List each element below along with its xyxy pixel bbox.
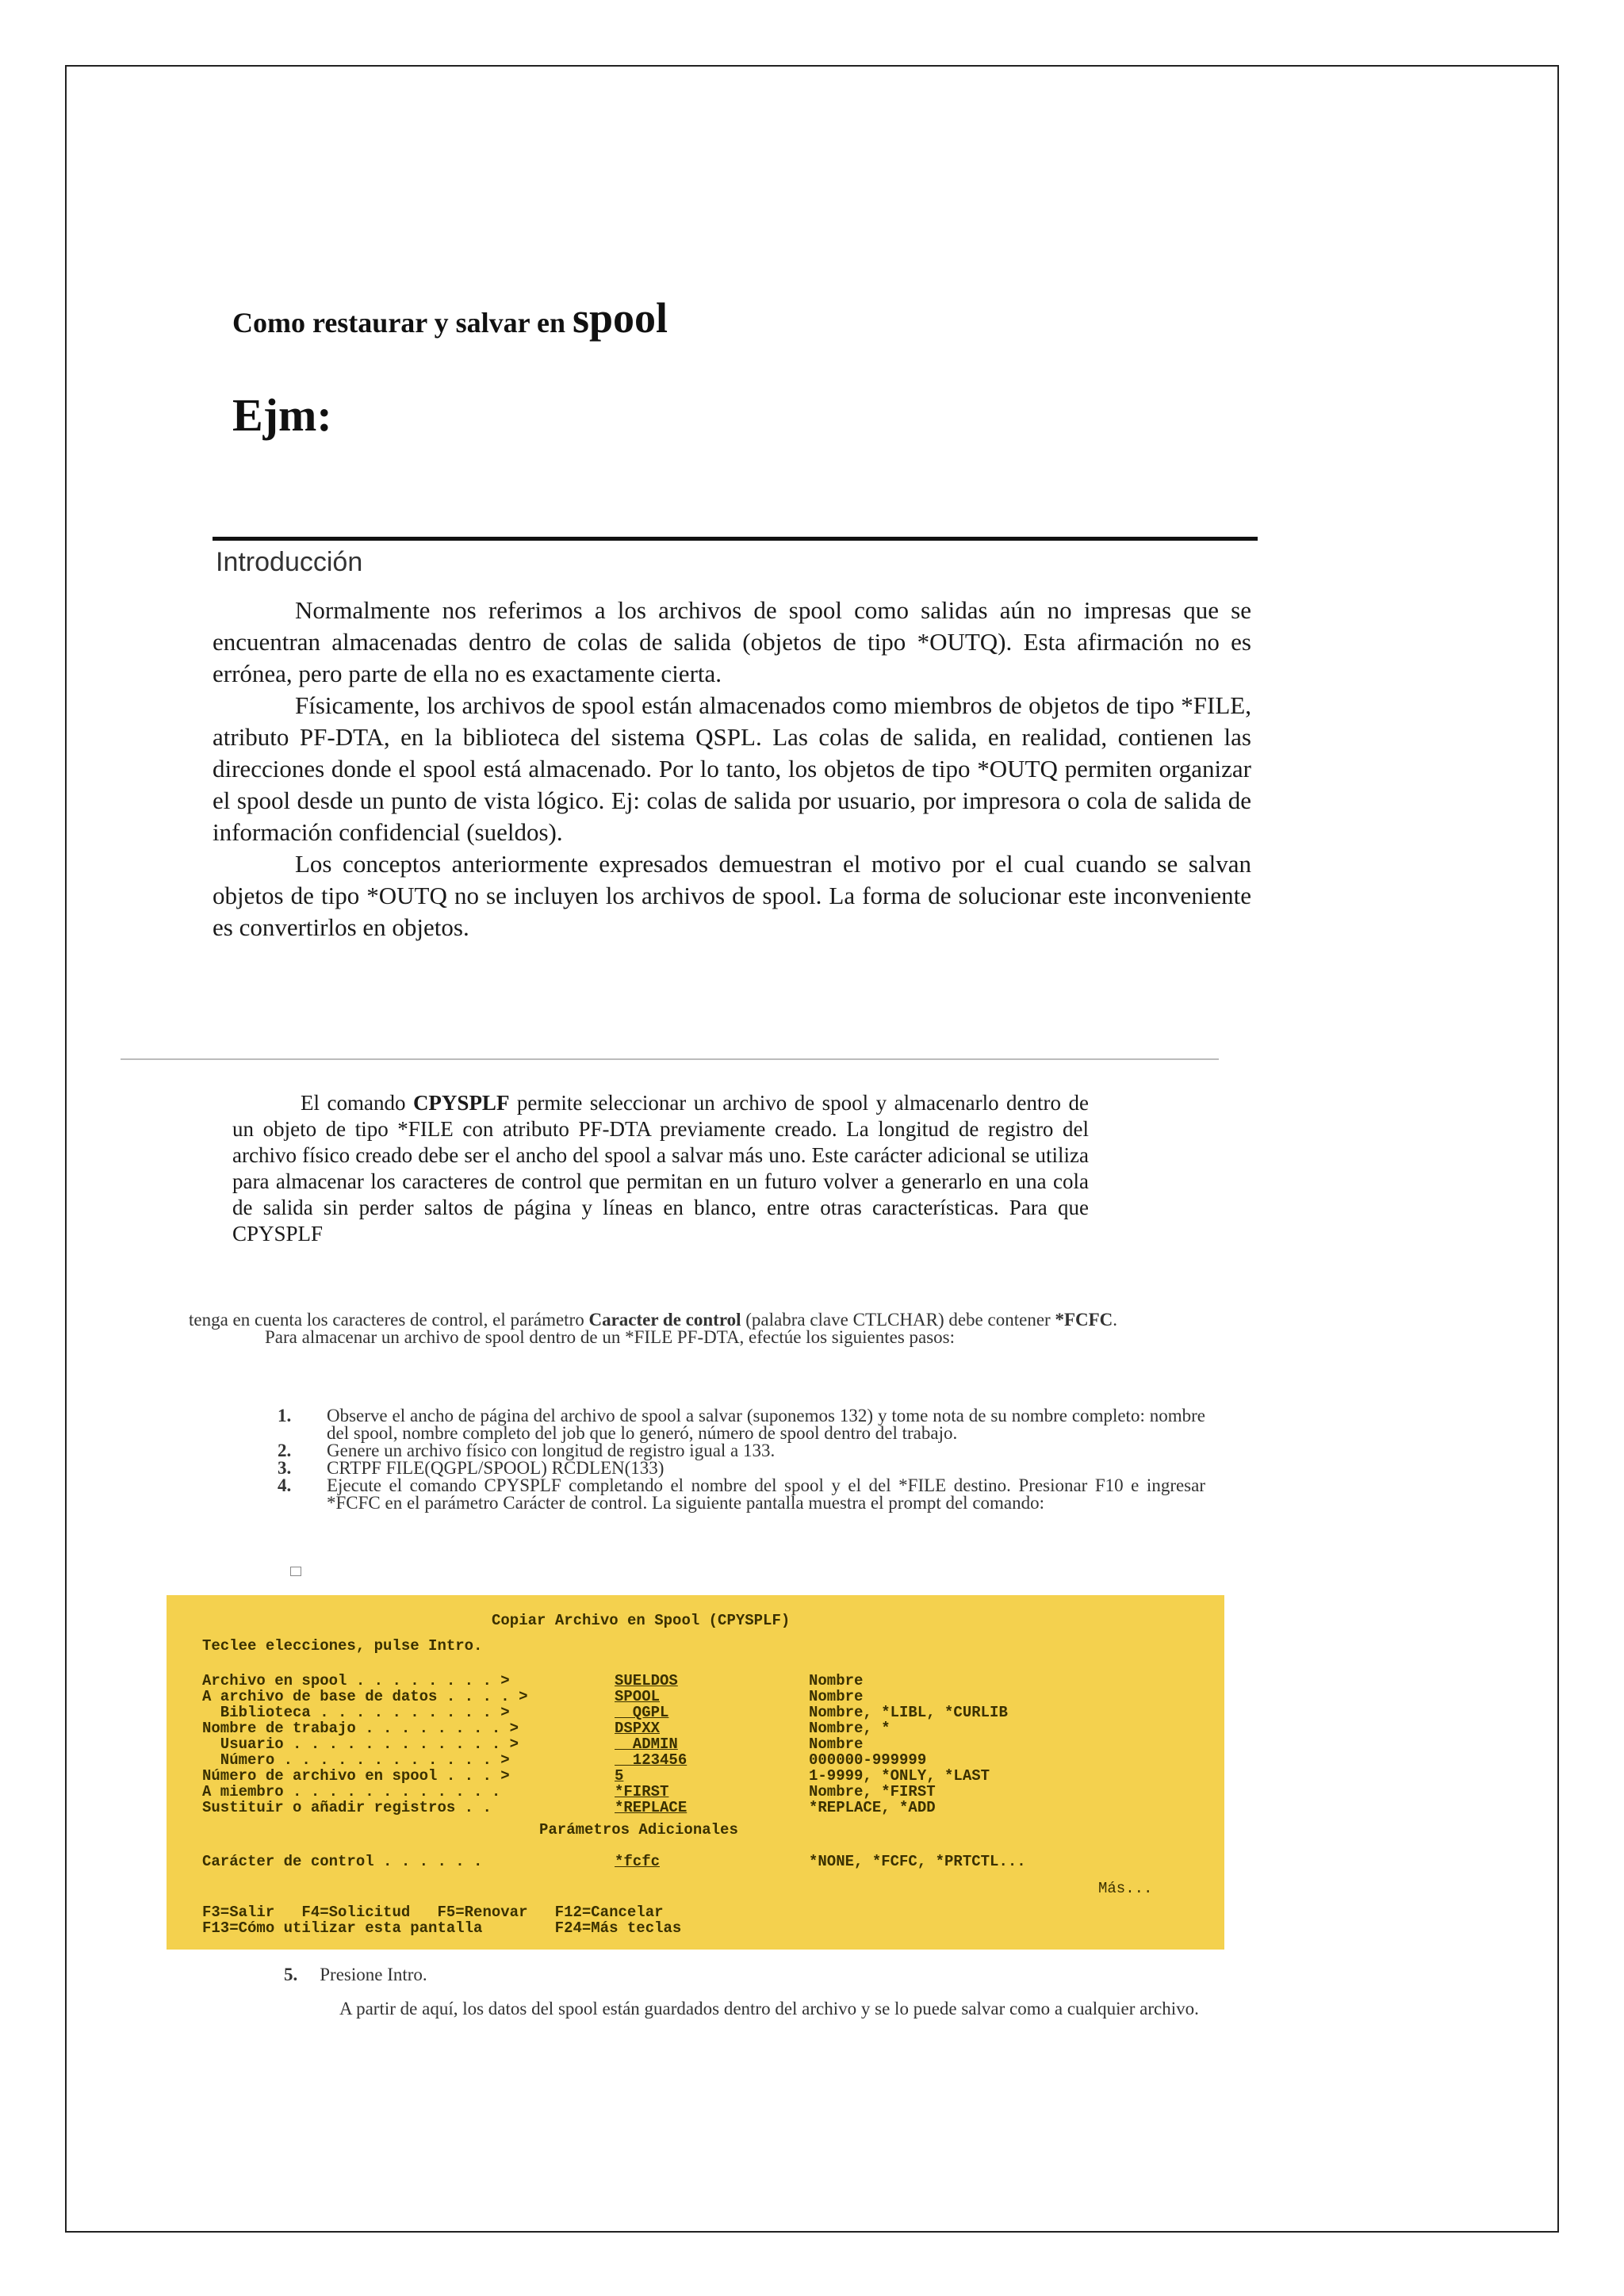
input-field[interactable]: SUELDOS bbox=[615, 1672, 678, 1689]
field-label: Número de archivo en spool . . . > bbox=[202, 1767, 510, 1785]
field-label: Archivo en spool . . . . . . . . > bbox=[202, 1672, 510, 1689]
field-hint: Nombre, *FIRST bbox=[809, 1783, 936, 1800]
divider bbox=[121, 1058, 1219, 1060]
field-label: A archivo de base de datos . . . . > bbox=[202, 1688, 528, 1705]
input-field[interactable]: *FIRST bbox=[615, 1783, 669, 1800]
input-field[interactable]: ADMIN bbox=[615, 1735, 678, 1753]
param-value: *FCFC bbox=[1055, 1310, 1113, 1330]
step-number: 5. bbox=[284, 1965, 298, 1984]
list-item bbox=[278, 1477, 1205, 1512]
field-hint: 000000-999999 bbox=[809, 1751, 927, 1769]
step-number: 2. bbox=[278, 1441, 292, 1460]
intro-heading: Introducción bbox=[216, 547, 363, 577]
intro-body bbox=[213, 595, 1251, 943]
step-text: Genere un archivo físico con longitud de registro igual a 133. bbox=[327, 1441, 776, 1460]
steps-intro-text: . bbox=[1113, 1310, 1118, 1330]
steps-intro-text: Para almacenar un archivo de spool dentro de un *FILE PF-DTA, efectúe los siguientes pasos: bbox=[265, 1327, 956, 1347]
input-field[interactable]: *REPLACE bbox=[615, 1799, 688, 1816]
step-number: 3. bbox=[278, 1458, 292, 1478]
field-label: Nombre de trabajo . . . . . . . . > bbox=[202, 1720, 519, 1737]
list-item bbox=[278, 1407, 1205, 1442]
field-label: Biblioteca . . . . . . . . . . > bbox=[202, 1704, 510, 1721]
input-field[interactable]: 123456 bbox=[615, 1751, 688, 1769]
field-label: A miembro . . . . . . . . . . . . bbox=[202, 1783, 501, 1800]
checkbox-glyph bbox=[290, 1567, 301, 1576]
field-hint: Nombre bbox=[809, 1735, 864, 1753]
more-indicator: Más... bbox=[1098, 1880, 1153, 1897]
section-rule bbox=[213, 537, 1258, 541]
terminal-title: Copiar Archivo en Spool (CPYSPLF) bbox=[492, 1612, 791, 1629]
function-keys: F13=Cómo utilizar esta pantalla F24=Más teclas bbox=[202, 1919, 682, 1937]
terminal-subtitle: Teclee elecciones, pulse Intro. bbox=[202, 1637, 483, 1655]
field-hint: *REPLACE, *ADD bbox=[809, 1799, 936, 1816]
param-name: Caracter de control bbox=[588, 1310, 741, 1330]
step-text: Presione Intro. bbox=[320, 1965, 427, 1984]
document-title bbox=[232, 293, 668, 342]
field-label: Número . . . . . . . . . . . . > bbox=[202, 1751, 510, 1769]
field-hint: *NONE, *FCFC, *PRTCTL... bbox=[809, 1853, 1026, 1870]
step-five bbox=[284, 1965, 427, 1985]
step-number: 4. bbox=[278, 1475, 292, 1495]
cpysplf-paragraph bbox=[232, 1090, 1089, 1247]
intro-paragraph: Físicamente, los archivos de spool están almacenados como miembros de objetos de tipo *FILE, atributo PF-DTA, en la biblioteca del sistema QSPL. Las colas de salida, en realidad, contienen las direcciones donde el spool está almacenado. Por lo tanto, los objetos de tipo *OUTQ permiten organizar el spool desde un punto de vista lógico. Ej: colas de salida por usuario, por impresora o cola de salida de información confidencial (sueldos). bbox=[213, 691, 1251, 846]
steps-intro bbox=[189, 1311, 1205, 1346]
step-text: CRTPF FILE(QGPL/SPOOL) RCDLEN(133) bbox=[327, 1458, 665, 1478]
list-item bbox=[278, 1442, 1205, 1460]
field-hint: Nombre, * bbox=[809, 1720, 891, 1737]
step-text: Observe el ancho de página del archivo de spool a salvar (suponemos 132) y tome nota de su nombre completo: nombre del spool, nombre completo del job que lo generó, número de spool dentro del trabajo. bbox=[327, 1406, 1205, 1443]
field-label: Usuario . . . . . . . . . . . . > bbox=[202, 1735, 519, 1753]
cpysplf-text: permite seleccionar un archivo de spool y almacenarlo dentro de un objeto de tipo *FILE con atributo PF-DTA previamente creado. La longitud de registro del archivo físico creado debe ser el ancho del spool a salvar más uno. Este carácter adicional se utiliza para almacenar los caracteres de control que permitan en un futuro volver a generarlo en una cola de salida sin perder saltos de página y líneas en blanco, entre otras características. Para que CPYSPLF bbox=[232, 1091, 1089, 1246]
cpysplf-command: CPYSPLF bbox=[412, 1091, 510, 1115]
title-spool-word: spool bbox=[572, 294, 668, 342]
steps-intro-text: (palabra clave CTLCHAR) debe contener bbox=[741, 1310, 1055, 1330]
cpysplf-text: El comando bbox=[301, 1091, 413, 1115]
step-number: 1. bbox=[278, 1406, 292, 1425]
field-label: Sustituir o añadir registros . . bbox=[202, 1799, 492, 1816]
steps-intro-text: tenga en cuenta los caracteres de control, el parámetro bbox=[189, 1310, 589, 1330]
function-keys: F3=Salir F4=Solicitud F5=Renovar F12=Cancelar bbox=[202, 1904, 664, 1921]
field-hint: Nombre bbox=[809, 1672, 864, 1689]
input-field[interactable]: SPOOL bbox=[615, 1688, 661, 1705]
input-field[interactable]: QGPL bbox=[615, 1704, 669, 1721]
additional-params-heading: Parámetros Adicionales bbox=[539, 1821, 738, 1839]
input-field[interactable]: DSPXX bbox=[615, 1720, 661, 1737]
input-field[interactable]: 5 bbox=[615, 1767, 624, 1785]
closing-text: A partir de aquí, los datos del spool están guardados dentro del archivo y se lo puede salvar como a cualquier archivo. bbox=[339, 1999, 1199, 2019]
example-heading: Ejm: bbox=[232, 389, 332, 441]
terminal-screen bbox=[167, 1595, 1224, 1950]
field-hint: 1-9999, *ONLY, *LAST bbox=[809, 1767, 990, 1785]
title-text: Como restaurar y salvar en bbox=[232, 307, 573, 339]
step-text: Ejecute el comando CPYSPLF completando el nombre del spool y el del *FILE destino. Presionar F10 e ingresar *FCFC en el parámetro Carácter de control. La siguiente pantalla muestra el prompt del comando: bbox=[327, 1475, 1205, 1513]
closing-paragraph bbox=[252, 1999, 1204, 2019]
intro-paragraph: Normalmente nos referimos a los archivos de spool como salidas aún no impresas que se encuentran almacenadas dentro de colas de salida (objetos de tipo *OUTQ). Esta afirmación no es errónea, pero parte de ella no es exactamente cierta. bbox=[213, 596, 1251, 687]
intro-paragraph: Los conceptos anteriormente expresados demuestran el motivo por el cual cuando se salvan objetos de tipo *OUTQ no se incluyen los archivos de spool. La forma de solucionar este inconveniente es convertirlos en objetos. bbox=[213, 850, 1251, 941]
field-label: Carácter de control . . . . . . bbox=[202, 1853, 483, 1870]
steps-list bbox=[278, 1407, 1205, 1512]
field-hint: Nombre bbox=[809, 1688, 864, 1705]
field-hint: Nombre, *LIBL, *CURLIB bbox=[809, 1704, 1008, 1721]
list-item bbox=[278, 1460, 1205, 1477]
control-char-field[interactable]: *fcfc bbox=[615, 1853, 661, 1870]
